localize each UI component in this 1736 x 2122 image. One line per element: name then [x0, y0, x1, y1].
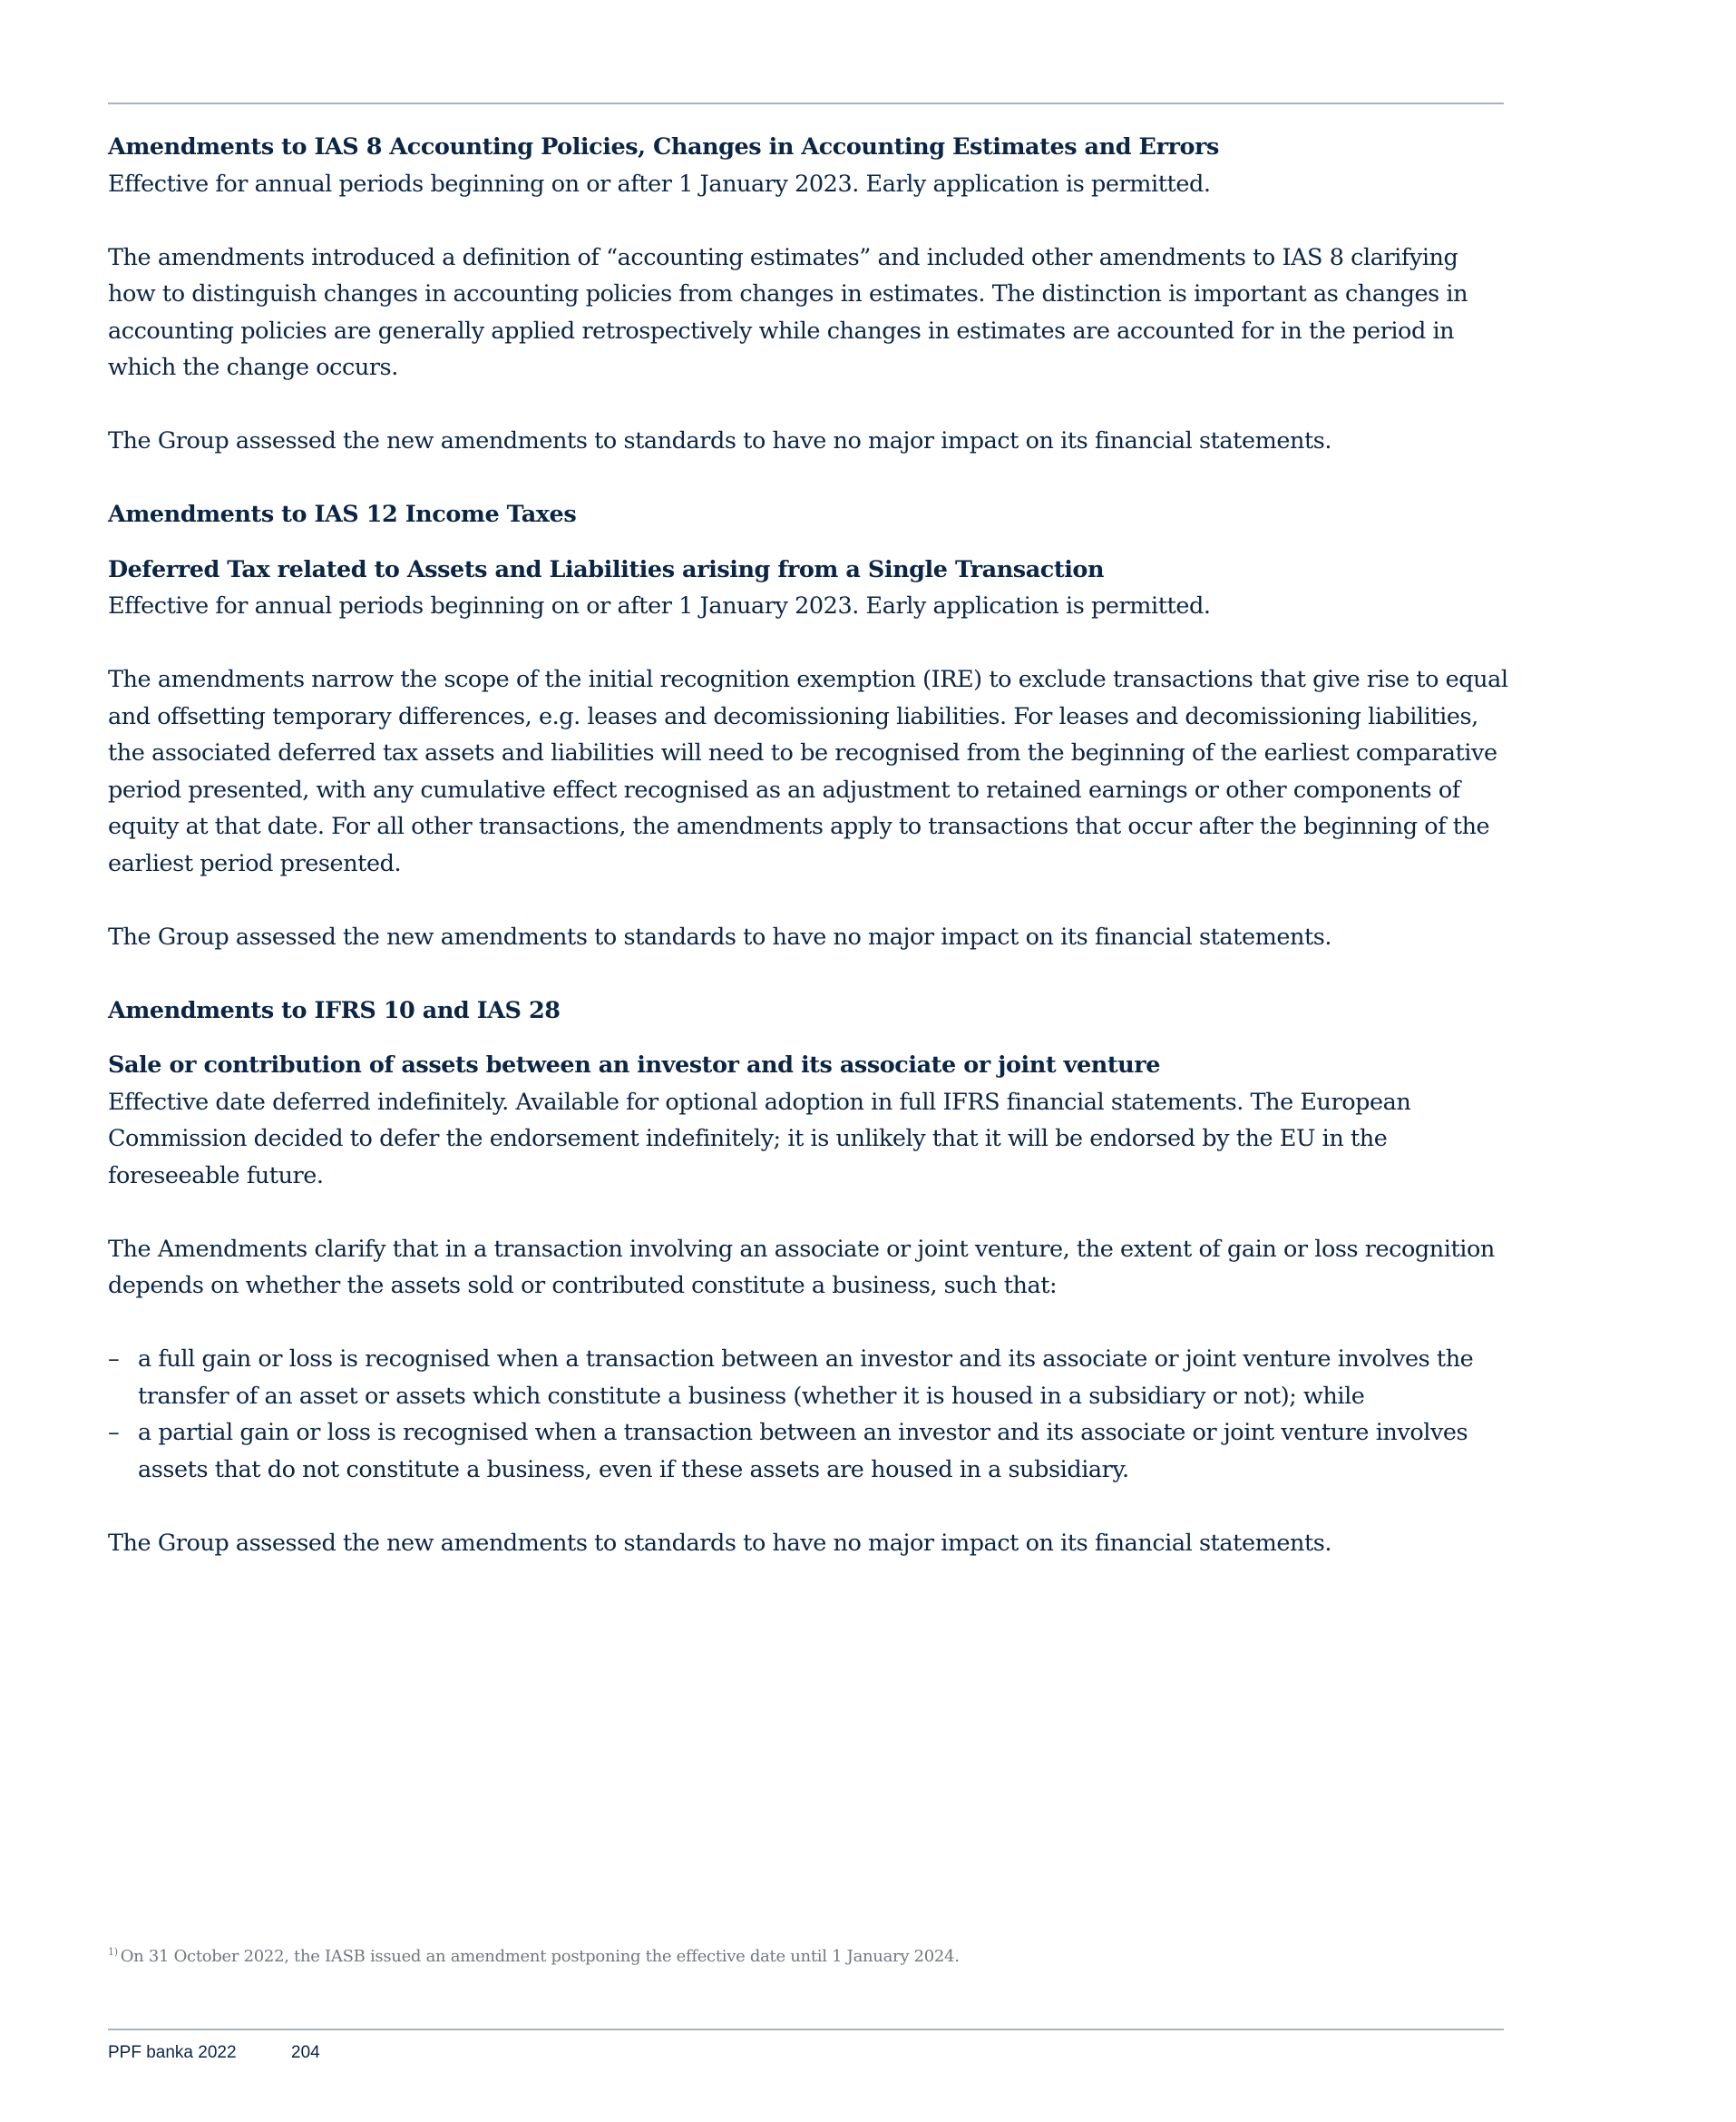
paragraph-ias12-assessment: The Group assessed the new amendments to standards to have no major impact on its financial statements. — [108, 923, 1332, 951]
header-divider — [108, 103, 1504, 104]
list-item: – a partial gain or loss is recognised when a transaction between an investor and its associate or joint venture involves assets that do not constitute a business, even if these assets are housed in a subsidiary. — [108, 1414, 1509, 1488]
footnote — [108, 1940, 960, 1970]
section-heading-ias8: Amendments to IAS 8 Accounting Policies, Changes in Accounting Estimates and Errors — [108, 133, 1219, 161]
effective-date-ias12: Effective for annual periods beginning on or after 1 January 2023. Early application is permitted. — [108, 592, 1211, 620]
effective-date-ias8: Effective for annual periods beginning on or after 1 January 2023. Early application is permitted. — [108, 170, 1211, 198]
list-item: – a full gain or loss is recognised when a transaction between an investor and its associate or joint venture involves the transfer of an asset or assets which constitute a business (whether it is housed in a subsidiary or not); while — [108, 1341, 1509, 1414]
paragraph-ifrs10-body: The Amendments clarify that in a transaction involving an associate or joint venture, the extent of gain or loss recognition depends on whether the assets sold or contributed constitute a business, such that: — [108, 1235, 1495, 1299]
paragraph-ias12-body: The amendments narrow the scope of the initial recognition exemption (IRE) to exclude transactions that give rise to equal and offsetting temporary differences, e.g. leases and decomissioning liabilities. For leases and decomissioning liabilities, the associated deferred tax assets and liabilities will need to be recognised from the beginning of the earliest comparative period presented, with any cumulative effect recognised as an adjustment to retained earnings or other components of equity at that date. For all other transactions, the amendments apply to transactions that occur after the beginning of the earliest period presented. — [108, 666, 1508, 877]
subheading-ifrs10: Sale or contribution of assets between an investor and its associate or joint venture — [108, 1051, 1161, 1079]
subheading-ias12: Deferred Tax related to Assets and Liabilities arising from a Single Transaction — [108, 555, 1105, 583]
page-number: 204 — [291, 2043, 320, 2062]
footnote-marker: 1) — [108, 1946, 118, 1958]
footer-divider — [108, 2029, 1504, 2030]
publication-name: PPF banka 2022 — [108, 2043, 237, 2062]
section-heading-ifrs10: Amendments to IFRS 10 and IAS 28 — [108, 996, 561, 1024]
paragraph-ias8-assessment: The Group assessed the new amendments to standards to have no major impact on its financial statements. — [108, 427, 1332, 455]
paragraph-ifrs10-assessment: The Group assessed the new amendments to standards to have no major impact on its financial statements. — [108, 1529, 1332, 1557]
effective-date-ifrs10: Effective date deferred indefinitely. Available for optional adoption in full IFRS financial statements. The European Commission decided to defer the endorsement indefinitely; it is unlikely that it will be endorsed by the EU in the foreseeable future. — [108, 1088, 1411, 1189]
section-heading-ias12: Amendments to IAS 12 Income Taxes — [108, 501, 577, 528]
document-body — [108, 129, 1509, 1561]
bullet-list — [108, 1341, 1509, 1488]
footnote-text: On 31 October 2022, the IASB issued an amendment postponing the effective date until 1 January 2024. — [120, 1947, 960, 1966]
page-footer — [108, 2040, 320, 2066]
paragraph-ias8-body: The amendments introduced a definition of “accounting estimates” and included other amendments to IAS 8 clarifying how to distinguish changes in accounting policies from changes in estimates. The distinction is important as changes in accounting policies are generally applied retrospectively while changes in estimates are accounted for in the period in which the change occurs. — [108, 243, 1468, 381]
